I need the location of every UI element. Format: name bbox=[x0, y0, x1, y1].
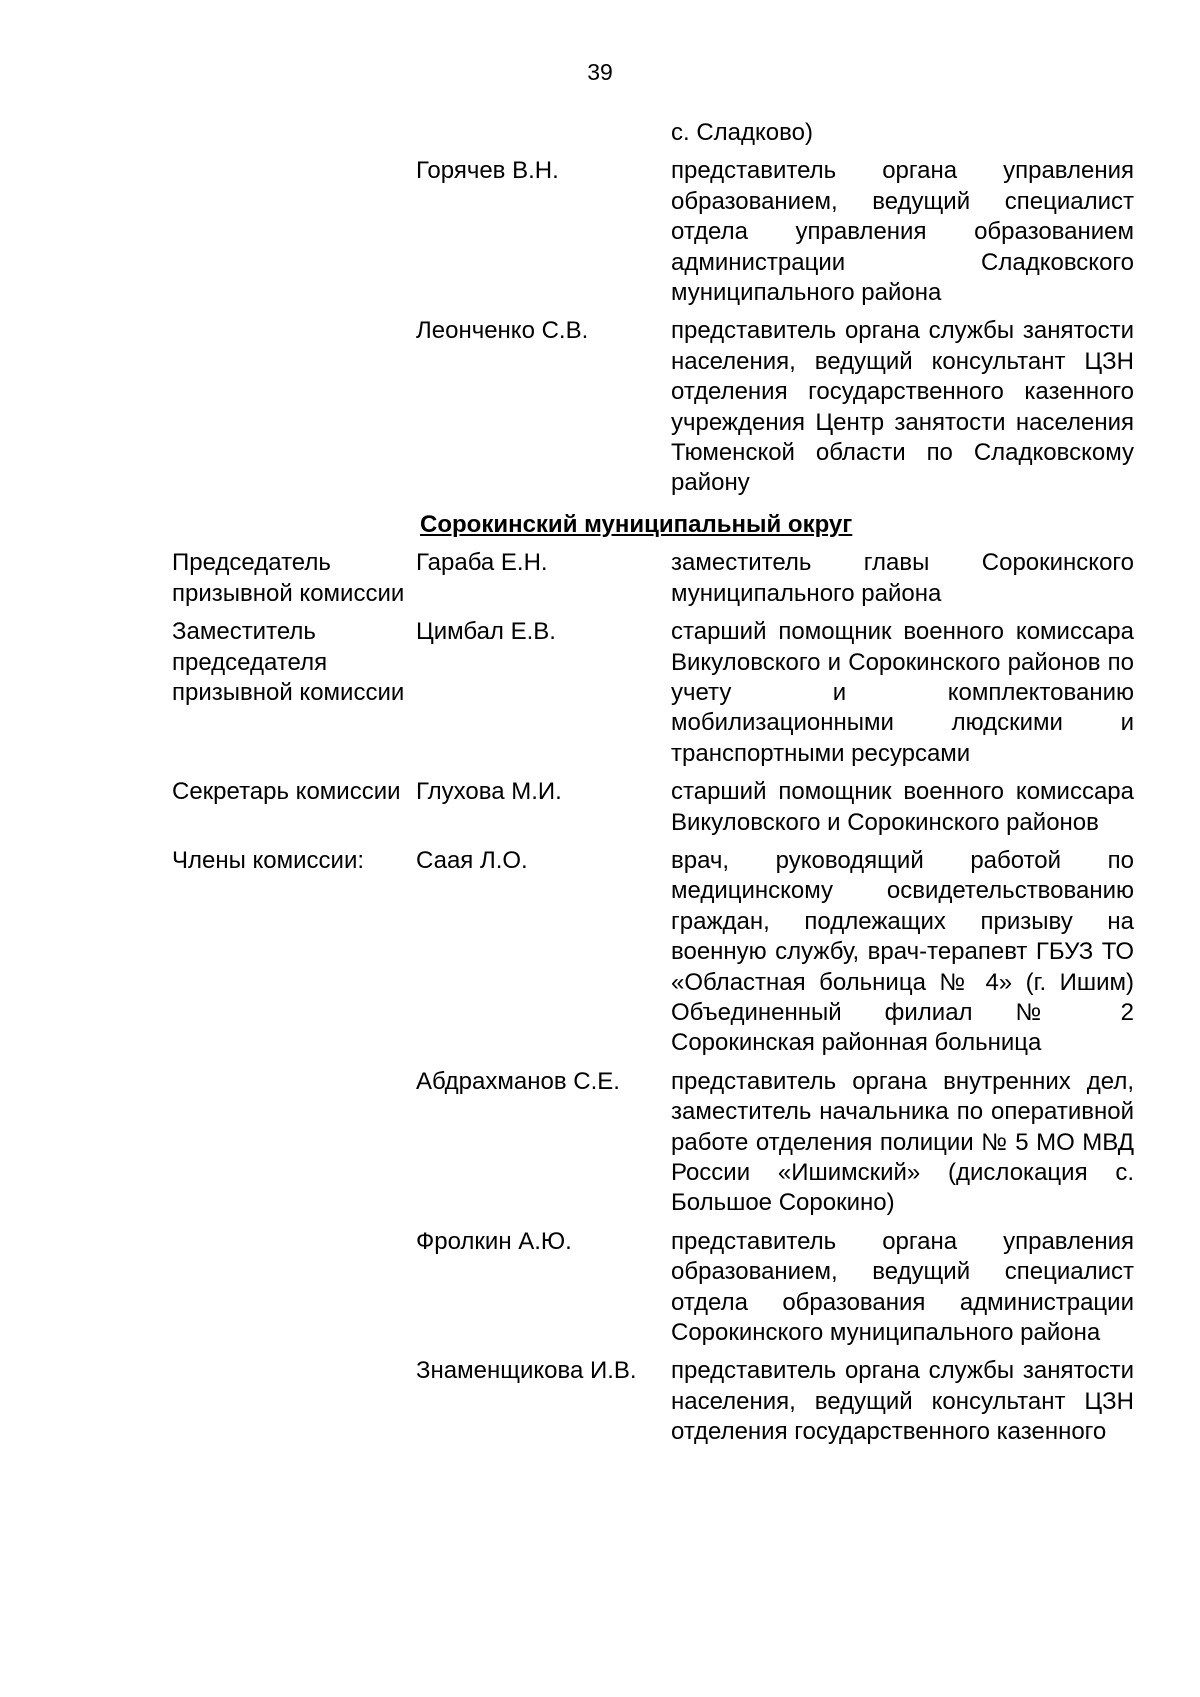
commission-list bbox=[172, 118, 1134, 1448]
section-heading: Сорокинский муниципальный округ bbox=[420, 510, 853, 538]
member-name: Гараба Е.Н. bbox=[416, 549, 548, 577]
member-description: старший помощник военного комиссара Викуловского и Сорокинского районов по учету и комплектованию мобилизационными людскими и транспортными ресурсами bbox=[671, 618, 1134, 767]
table-row bbox=[172, 617, 1134, 769]
member-name: Цимбал Е.В. bbox=[416, 618, 556, 646]
member-role: Председатель призывной комиссии bbox=[172, 549, 405, 607]
table-row bbox=[172, 118, 1134, 148]
member-description: представитель органа службы занятости населения, ведущий консультант ЦЗН отделения государственного казенного учреждения Центр занятости населения Тюменской области по Сладковскому району bbox=[671, 317, 1134, 497]
table-row bbox=[172, 1227, 1134, 1349]
table-row bbox=[172, 316, 1134, 498]
member-description: представитель органа внутренних дел, заместитель начальника по оперативной работе отделения полиции № 5 МО МВД России «Ишимский» (дислокация с. Большое Сорокино) bbox=[671, 1067, 1134, 1217]
member-description: представитель органа управления образованием, ведущий специалист отдела образования администрации Сорокинского муниципального района bbox=[671, 1227, 1134, 1347]
member-description: представитель органа службы занятости населения, ведущий консультант ЦЗН отделения государственного казенного bbox=[671, 1357, 1134, 1446]
member-description: старший помощник военного комиссара Викуловского и Сорокинского районов bbox=[671, 778, 1134, 836]
member-description: с. Сладково) bbox=[671, 119, 813, 146]
member-name: Глухова М.И. bbox=[416, 778, 562, 806]
table-row bbox=[172, 1067, 1134, 1219]
member-role: Члены комиссии: bbox=[172, 846, 365, 874]
member-name: Абдрахманов С.Е. bbox=[416, 1067, 620, 1095]
member-description: заместитель главы Сорокинского муниципального района bbox=[671, 549, 1134, 607]
table-row bbox=[172, 846, 1134, 1059]
member-role: Заместитель председателя призывной комиссии bbox=[172, 618, 405, 706]
member-description: представитель органа управления образованием, ведущий специалист отдела управления образованием администрации Сладковского муниципального района bbox=[671, 157, 1134, 307]
member-name: Фролкин А.Ю. bbox=[416, 1227, 572, 1255]
member-name: Знаменщикова И.В. bbox=[416, 1357, 637, 1385]
member-name: Горячев В.Н. bbox=[416, 157, 559, 185]
table-row bbox=[172, 548, 1134, 609]
page-number: 39 bbox=[587, 59, 613, 85]
member-role: Секретарь комиссии bbox=[172, 778, 401, 806]
member-name: Леонченко С.В. bbox=[416, 317, 589, 345]
table-row bbox=[172, 156, 1134, 308]
table-row bbox=[172, 1356, 1134, 1447]
member-description: врач, руководящий работой по медицинскому освидетельствованию граждан, подлежащих призыву на военную службу, врач-терапевт ГБУЗ ТО «Областная больница № 4» (г. Ишим) Объединенный филиал № 2 Сорокинская районная больница bbox=[671, 846, 1134, 1057]
member-name: Саая Л.О. bbox=[416, 846, 528, 874]
table-row bbox=[172, 777, 1134, 838]
